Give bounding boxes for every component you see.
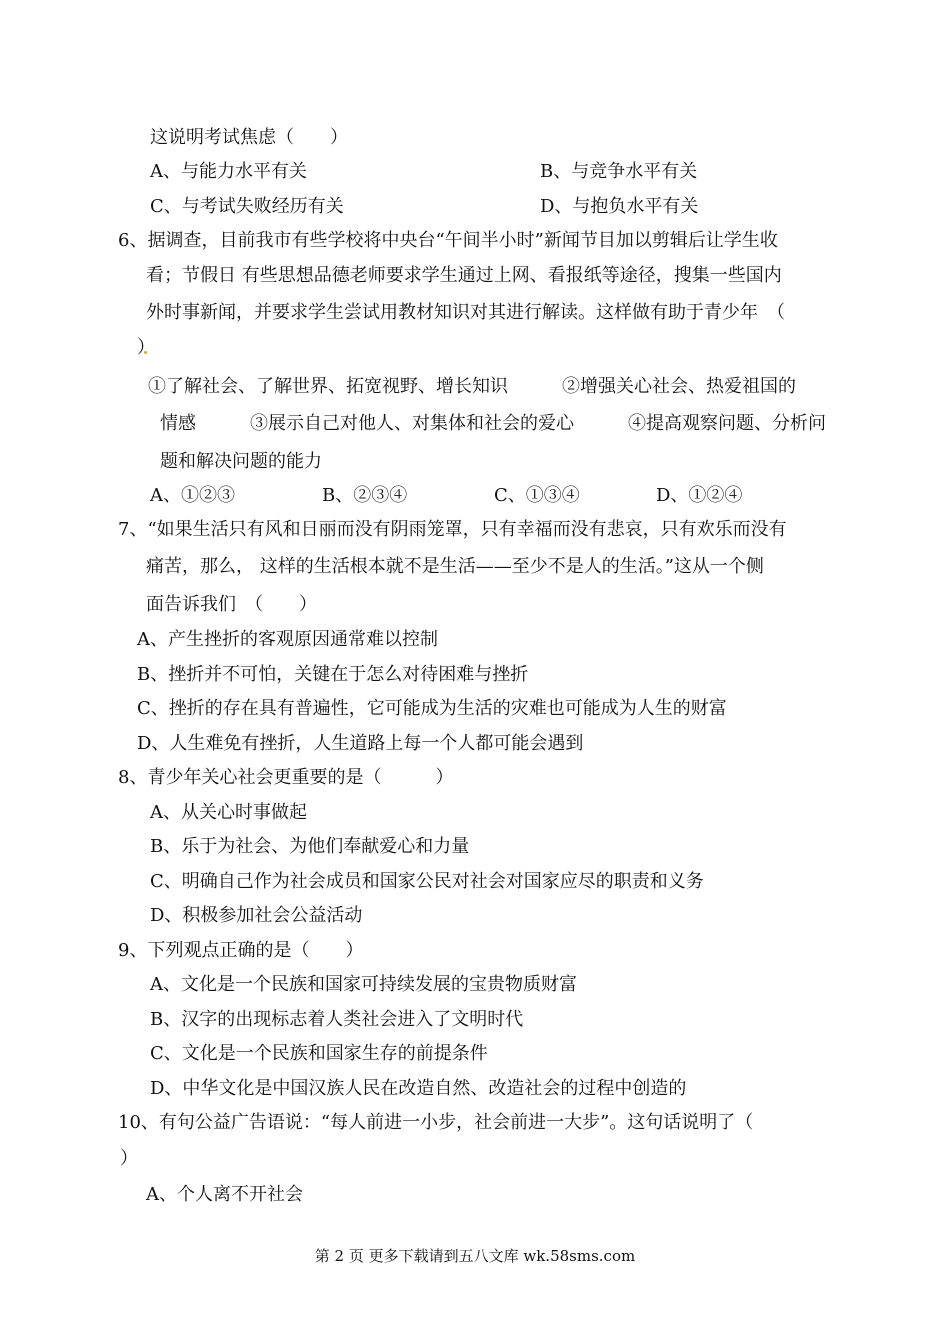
q7-option-d: D、人生难免有挫折，人生道路上每一个人都可能会遇到 bbox=[137, 733, 584, 754]
q5-option-d: D、与抱负水平有关 bbox=[540, 196, 699, 217]
q7-stem-line-3: 面告诉我们 （ ） bbox=[146, 594, 317, 615]
q5-stem-tail: 这说明考试焦虑（ ） bbox=[150, 127, 348, 148]
q9-option-a: A、文化是一个民族和国家可持续发展的宝贵物质财富 bbox=[150, 974, 577, 995]
q8-option-d: D、积极参加社会公益活动 bbox=[150, 905, 363, 926]
q10-stem-line-1: 10、有句公益广告语说：“每人前进一小步，社会前进一大步”。这句话说明了（ bbox=[118, 1112, 754, 1133]
q6-option-b: B、②③④ bbox=[322, 485, 408, 506]
q9-option-d: D、中华文化是中国汉族人民在改造自然、改造社会的过程中创造的 bbox=[150, 1078, 687, 1099]
q7-option-b: B、挫折并不可怕，关键在于怎么对待困难与挫折 bbox=[137, 664, 529, 685]
q6-option-a: A、①②③ bbox=[150, 485, 235, 506]
q8-option-b: B、乐于为社会、为他们奉献爱心和力量 bbox=[150, 836, 470, 857]
q6-option-d: D、①②④ bbox=[656, 485, 743, 506]
q5-option-b: B、与竞争水平有关 bbox=[540, 161, 698, 182]
page-footer: 第 2 页 更多下载请到五八文库 wk.58sms.com bbox=[314, 1247, 636, 1265]
q5-option-a: A、与能力水平有关 bbox=[150, 161, 307, 182]
q10-option-a: A、个人离不开社会 bbox=[146, 1184, 303, 1205]
q8-option-c: C、明确自己作为社会成员和国家公民对社会对国家应尽的职责和义务 bbox=[150, 871, 704, 892]
q6-stem-line-2: 看；节假日 有些思想品德老师要求学生通过上网、看报纸等途径，搜集一些国内 bbox=[146, 265, 782, 286]
q7-option-c: C、挫折的存在具有普遍性，它可能成为生活的灾难也可能成为人生的财富 bbox=[137, 698, 727, 719]
q7-stem-line-1: 7、“如果生活只有风和日丽而没有阴雨笼罩，只有幸福而没有悲哀，只有欢乐而没有 bbox=[118, 519, 787, 540]
q7-stem-line-2: 痛苦，那么， 这样的生活根本就不是生活——至少不是人的生活。”这从一个侧 bbox=[146, 556, 764, 577]
q6-items-line-1: ①了解社会、了解世界、拓宽视野、增长知识 ②增强关心社会、热爱祖国的 bbox=[148, 376, 796, 397]
q8-option-a: A、从关心时事做起 bbox=[150, 802, 307, 823]
q7-option-a: A、产生挫折的客观原因通常难以控制 bbox=[137, 629, 438, 650]
q5-option-c: C、与考试失败经历有关 bbox=[150, 196, 344, 217]
q8-stem: 8、青少年关心社会更重要的是（ ） bbox=[118, 767, 454, 788]
q6-option-c: C、①③④ bbox=[494, 485, 580, 506]
q6-stem-line-1: 6、据调查，目前我市有些学校将中央台“午间半小时”新闻节目加以剪辑后让学生收 bbox=[118, 230, 778, 251]
q9-option-b: B、汉字的出现标志着人类社会进入了文明时代 bbox=[150, 1009, 524, 1030]
q6-items-line-3: 题和解决问题的能力 bbox=[160, 451, 322, 472]
q9-option-c: C、文化是一个民族和国家生存的前提条件 bbox=[150, 1043, 488, 1064]
q6-items-line-2: 情感 ③展示自己对他人、对集体和社会的爱心 ④提高观察问题、分析问 bbox=[160, 413, 826, 434]
q6-stem-line-3: 外时事新闻，并要求学生尝试用教材知识对其进行解读。这样做有助于青少年 （ bbox=[146, 302, 785, 323]
q6-stem-line-4: ） bbox=[137, 337, 155, 358]
q10-stem-line-2: ） bbox=[120, 1148, 138, 1169]
q9-stem: 9、下列观点正确的是（ ） bbox=[118, 940, 364, 961]
